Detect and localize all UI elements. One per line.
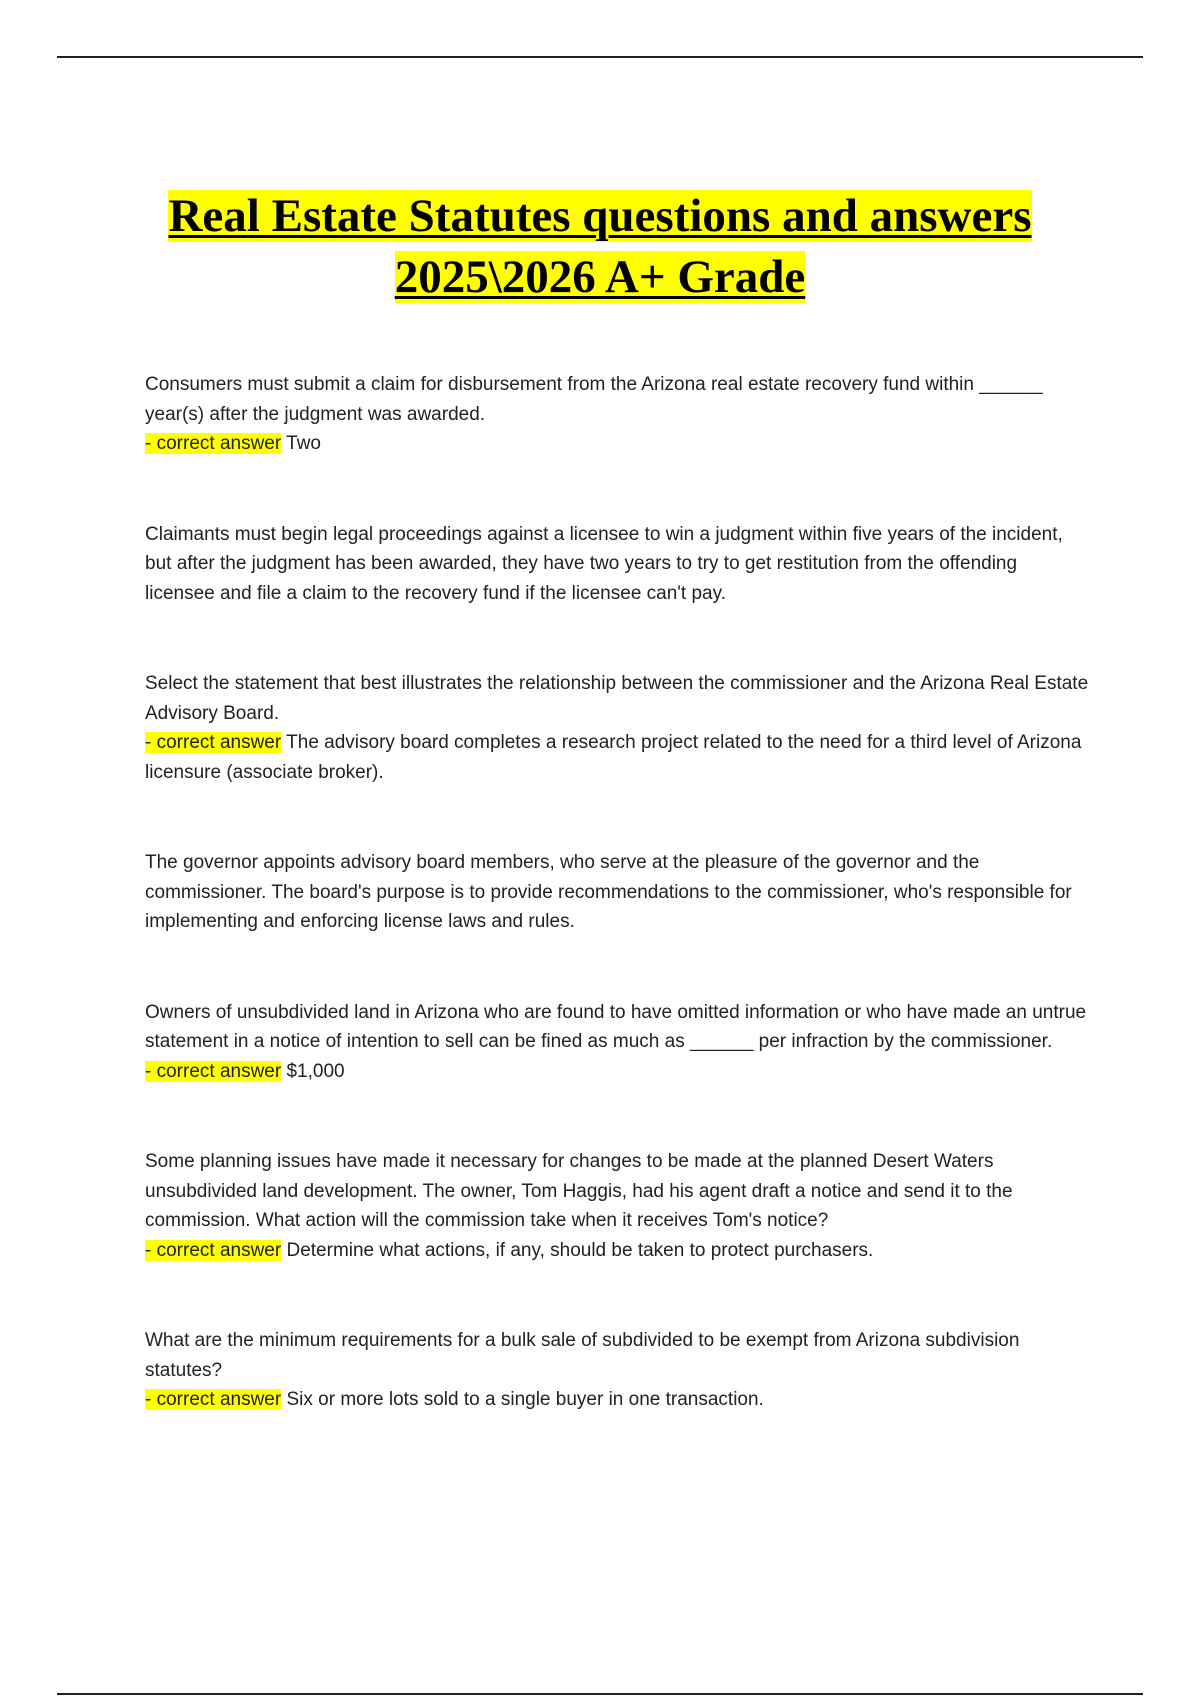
- answer-line: [145, 1385, 1090, 1415]
- top-rule: [57, 56, 1143, 58]
- answer-line: [145, 429, 1090, 459]
- document-body: [145, 370, 1090, 1415]
- qa-item-6: [145, 1147, 1090, 1265]
- correct-answer-label: - correct answer: [145, 1239, 282, 1261]
- qa-item-2: [145, 520, 1090, 609]
- document-title: [0, 186, 1200, 308]
- qa-item-3: [145, 669, 1090, 787]
- bottom-rule: [57, 1693, 1143, 1695]
- qa-item-7: [145, 1326, 1090, 1415]
- explanation-text: Claimants must begin legal proceedings against a licensee to win a judgment within five years of the incident, but after the judgment has been awarded, they have two years to try to get restitution from the offending licensee and file a claim to the recovery fund if the licensee can't pay.: [145, 523, 1063, 604]
- answer-text: Determine what actions, if any, should be taken to protect purchasers.: [286, 1239, 874, 1261]
- correct-answer-label: - correct answer: [145, 1060, 282, 1082]
- title-line-2: 2025\2026 A+ Grade: [394, 251, 806, 303]
- answer-text: Six or more lots sold to a single buyer in one transaction.: [286, 1389, 764, 1410]
- answer-line: [145, 1057, 1090, 1087]
- answer-text: The advisory board completes a research project related to the need for a third level of Arizona licensure (associate broker).: [145, 732, 1082, 783]
- correct-answer-label: - correct answer: [145, 1389, 282, 1410]
- answer-line: [145, 728, 1090, 787]
- qa-item-1: [145, 370, 1090, 459]
- answer-text: Two: [286, 433, 321, 454]
- qa-item-5: [145, 998, 1090, 1087]
- question-text: Some planning issues have made it necessary for changes to be made at the planned Desert Waters unsubdivided land development. The owner, Tom Haggis, had his agent draft a notice and send it to the commission. What action will the commission take when it receives Tom's notice?: [145, 1151, 1013, 1231]
- question-text: Select the statement that best illustrates the relationship between the commissioner and the Arizona Real Estate Advisory Board.: [145, 673, 1089, 724]
- correct-answer-label: - correct answer: [145, 433, 282, 454]
- explanation-text: The governor appoints advisory board members, who serve at the pleasure of the governor and the commissioner. The board's purpose is to provide recommendations to the commissioner, who's responsible for implementing and enforcing license laws and rules.: [145, 852, 1072, 932]
- answer-line: [145, 1236, 1090, 1266]
- question-text: Owners of unsubdivided land in Arizona who are found to have omitted information or who have made an untrue statement in a notice of intention to sell can be fined as much as ______ per infraction by the commissioner.: [145, 1001, 1087, 1052]
- qa-item-4: [145, 848, 1090, 937]
- correct-answer-label: - correct answer: [145, 732, 282, 753]
- question-text: Consumers must submit a claim for disbursement from the Arizona real estate recovery fund within ______ year(s) after the judgment was awarded.: [145, 374, 1043, 425]
- question-text: What are the minimum requirements for a bulk sale of subdivided to be exempt from Arizona subdivision statutes?: [145, 1330, 1020, 1381]
- title-line-1: Real Estate Statutes questions and answers: [168, 190, 1032, 242]
- answer-text: $1,000: [286, 1060, 345, 1082]
